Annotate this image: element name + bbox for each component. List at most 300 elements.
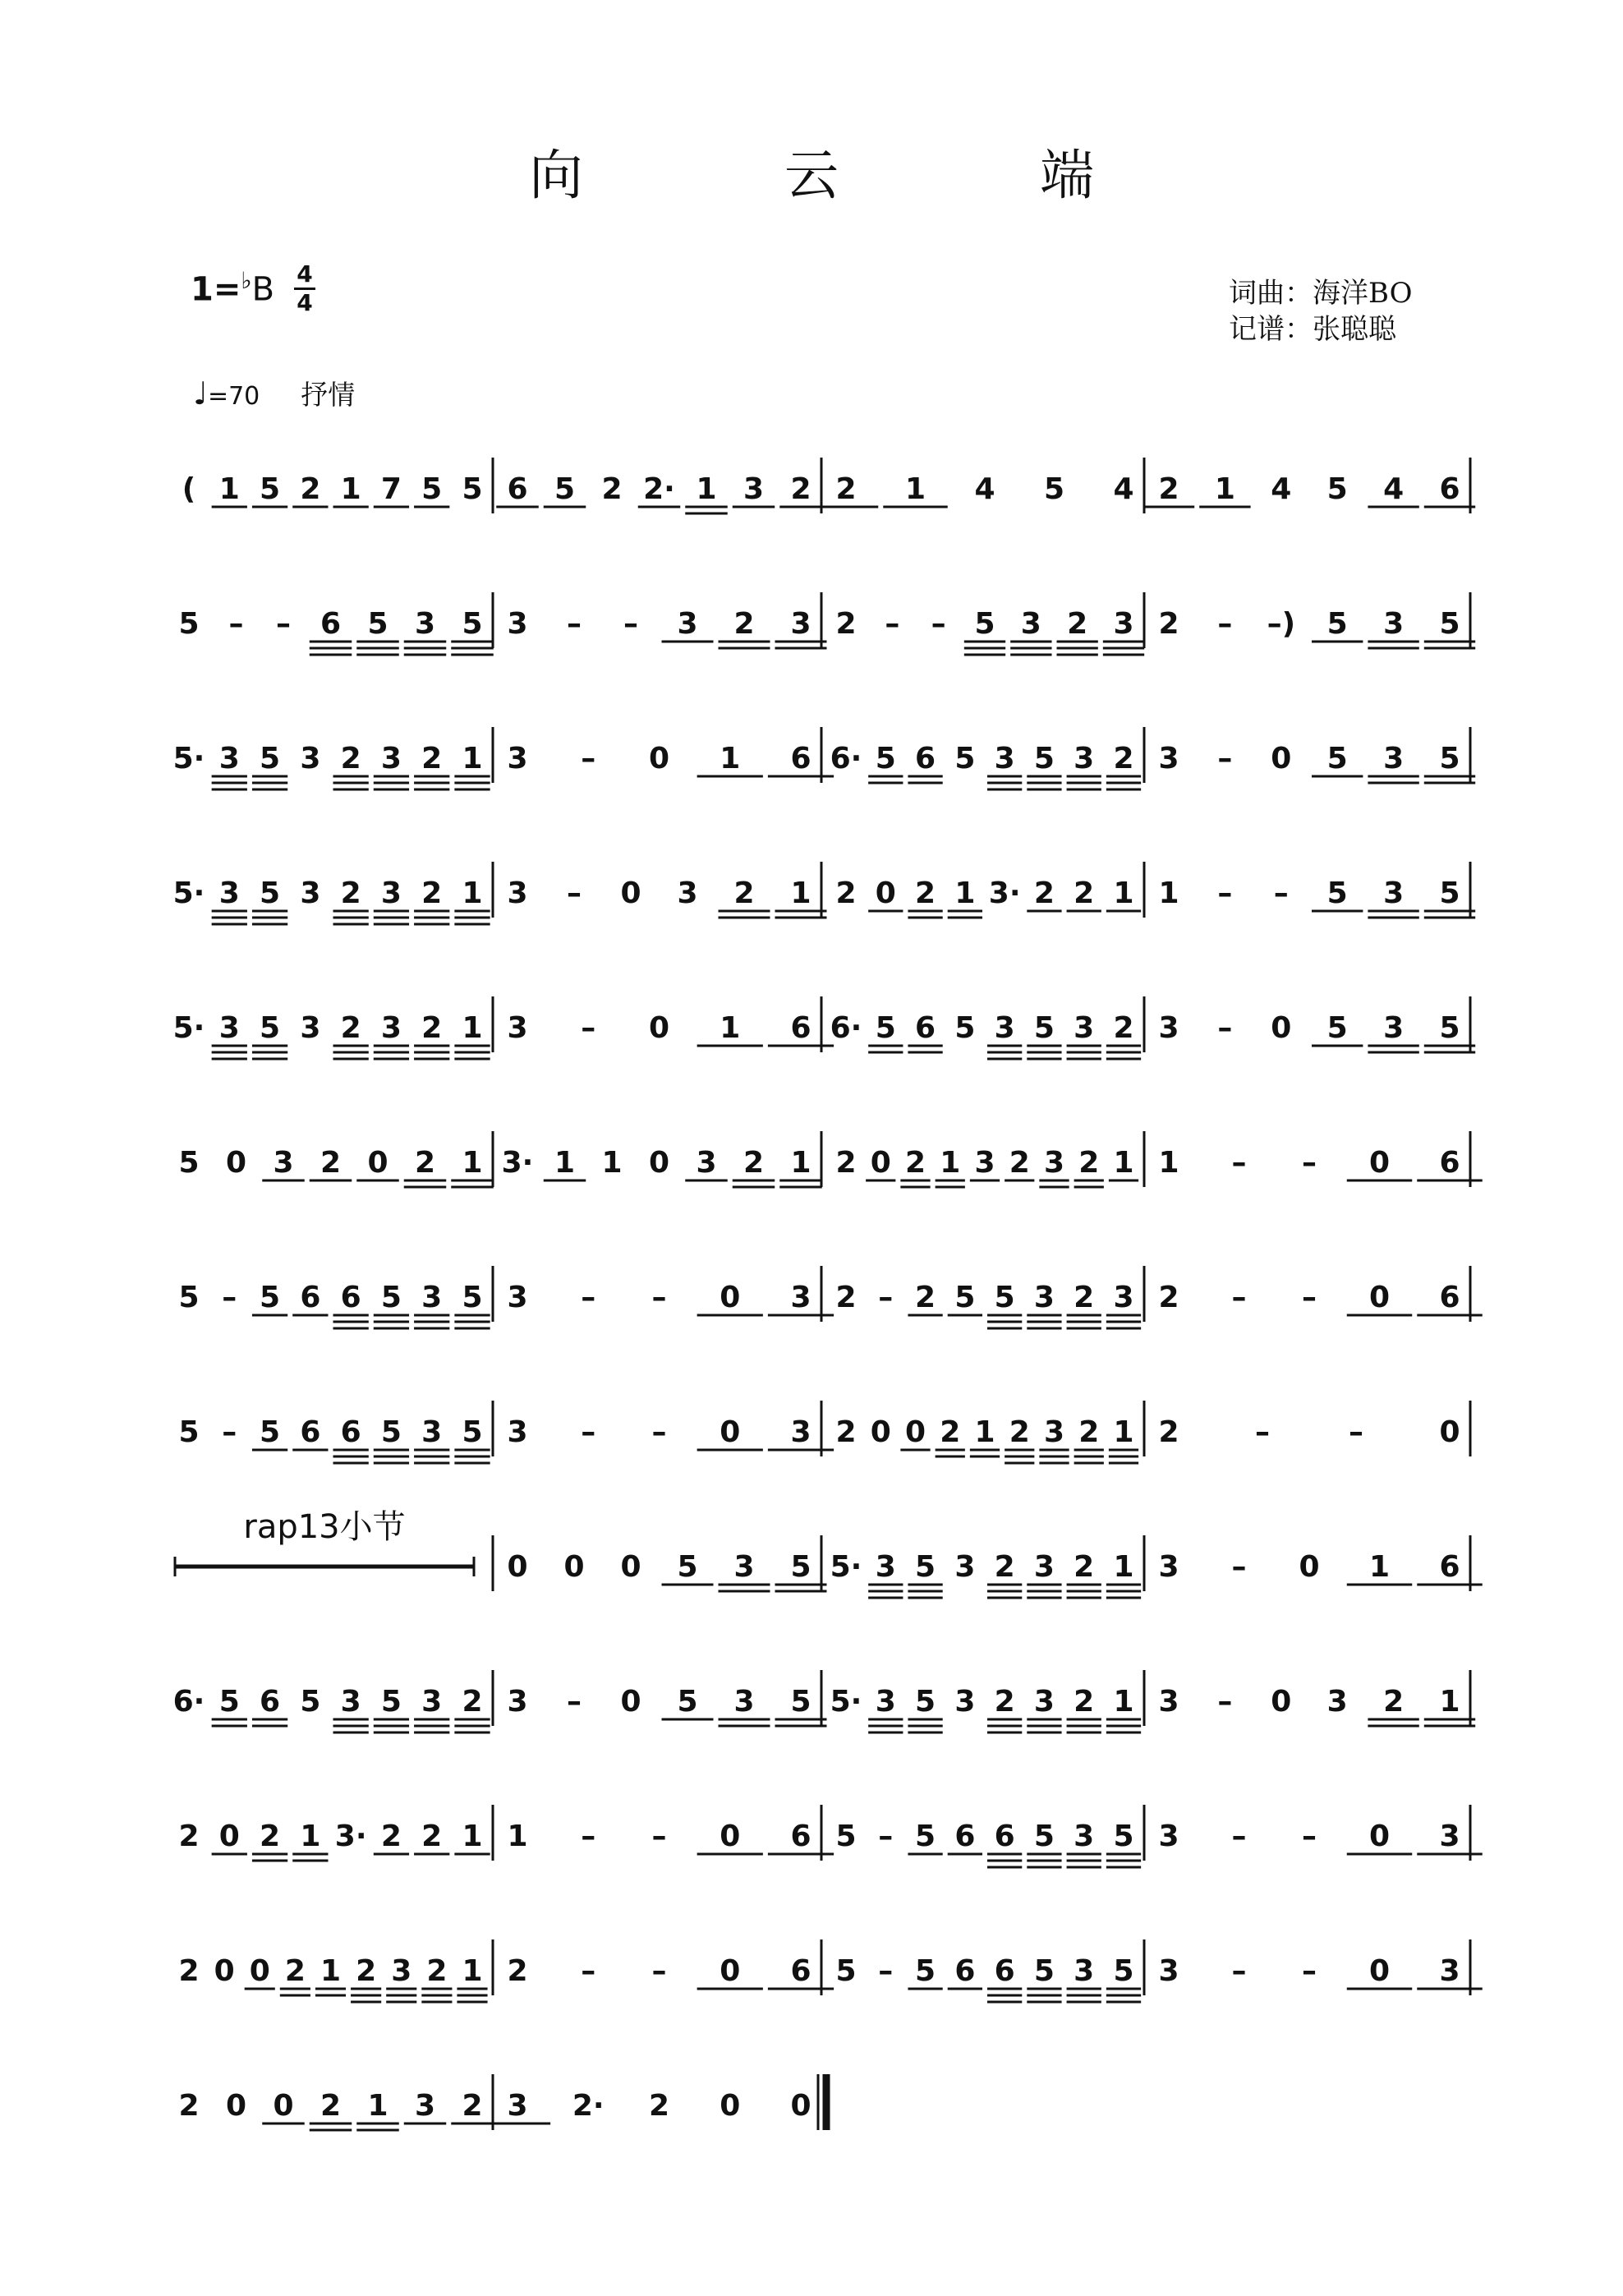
note-digit: – <box>1217 607 1233 641</box>
note-digit: 0 <box>648 1011 670 1045</box>
note-digit: 5 <box>260 1281 281 1314</box>
note-digit: 2 <box>1067 607 1088 641</box>
note-digit: 2· <box>572 2089 605 2123</box>
note-digit: 2 <box>1074 1281 1095 1314</box>
note-digit: 2 <box>790 472 812 506</box>
note-digit: 0 <box>1368 1954 1391 1988</box>
note-digit: 6 <box>300 1415 321 1449</box>
note-digit: 6 <box>1439 1550 1460 1584</box>
note-digit: 3 <box>507 877 528 910</box>
note-digit: 2 <box>1383 1685 1405 1719</box>
note-digit: 6 <box>300 1281 321 1314</box>
note-digit: – <box>567 1685 582 1719</box>
note-digit: 0 <box>218 1820 240 1853</box>
note-digit: 3 <box>1383 742 1405 775</box>
note-digit: 3 <box>954 1685 976 1719</box>
note-digit: 2 <box>178 1820 200 1853</box>
note-digit: 0 <box>563 1550 585 1584</box>
note-digit: 5· <box>172 1011 205 1045</box>
note-digit: 5 <box>1439 607 1460 641</box>
note-digit: 1 <box>320 1954 342 1988</box>
rap-label: rap13小节 <box>243 1508 406 1546</box>
time-signature-top: 4 <box>297 260 313 288</box>
note-digit: 3 <box>380 877 402 910</box>
note-digit: 3 <box>790 1415 812 1449</box>
note-digit: 3 <box>1383 607 1405 641</box>
note-digit: 5 <box>915 1820 936 1853</box>
note-digit: – <box>581 1415 596 1449</box>
note-digit: 1 <box>1439 1685 1460 1719</box>
note-digit: 3 <box>875 1550 896 1584</box>
note-digit: 1 <box>554 1146 576 1180</box>
note-digit: 5 <box>1113 1820 1134 1853</box>
note-digit: 0 <box>273 2089 294 2123</box>
note-digit: 6· <box>172 1685 205 1719</box>
note-digit: 3 <box>994 1011 1015 1045</box>
note-digit: 3 <box>1043 1415 1065 1449</box>
note-digit: 3 <box>954 1550 976 1584</box>
note-digit: 2 <box>260 1820 281 1853</box>
note-digit: 2 <box>601 472 623 506</box>
note-digit: 0 <box>1299 1550 1320 1584</box>
note-digit: 3 <box>1158 1954 1179 1988</box>
note-digit: 1 <box>790 1146 812 1180</box>
note-digit: 2 <box>940 1415 961 1449</box>
note-digit: – <box>1273 877 1289 910</box>
note-digit: – <box>276 607 291 641</box>
note-digit: 1 <box>300 1820 321 1853</box>
note-digit: 3 <box>421 1685 443 1719</box>
note-digit: 1 <box>462 1954 483 1988</box>
note-digit: 0 <box>648 742 670 775</box>
note-digit: 3 <box>300 1011 321 1045</box>
note-digit: 1 <box>696 472 717 506</box>
note-digit: 3 <box>507 742 528 775</box>
note-digit: 3 <box>733 1550 755 1584</box>
note-digit: 2 <box>1158 1415 1179 1449</box>
note-digit: – <box>623 607 638 641</box>
lyrics-music-credit: 词曲：海洋BO <box>1229 277 1413 310</box>
note-digit: 2 <box>1074 877 1095 910</box>
note-digit: 2 <box>1078 1146 1100 1180</box>
note-digit: 3 <box>1074 1011 1095 1045</box>
note-digit: 2 <box>340 877 361 910</box>
note-digit: – <box>931 607 946 641</box>
note-digit: – <box>1217 1685 1233 1719</box>
note-digit: 1 <box>462 1146 483 1180</box>
note-digit: 1 <box>1113 1146 1134 1180</box>
note-digit: 1 <box>1158 1146 1179 1180</box>
note-digit: 6 <box>994 1820 1015 1853</box>
note-digit: 3 <box>391 1954 412 1988</box>
note-digit: – <box>651 1954 667 1988</box>
note-digit: 1 <box>462 1011 483 1045</box>
note-digit: 5 <box>790 1550 812 1584</box>
note-digit: 3 <box>507 607 528 641</box>
note-digit: 3 <box>1158 1550 1179 1584</box>
note-digit: 5· <box>830 1685 862 1719</box>
note-digit: 0 <box>720 1415 741 1449</box>
note-digit: 2 <box>300 472 321 506</box>
note-digit: 6 <box>340 1281 361 1314</box>
note-digit: 2 <box>340 742 361 775</box>
key-note: B <box>251 270 275 309</box>
note-digit: 2 <box>507 1954 528 1988</box>
note-digit: 3 <box>380 1011 402 1045</box>
note-digit: 5 <box>1033 1011 1055 1045</box>
note-digit: 1 <box>974 1415 995 1449</box>
key-prefix: 1= <box>191 270 241 309</box>
note-digit: 5 <box>554 472 576 506</box>
note-digit: – <box>228 607 244 641</box>
note-digit: 3 <box>1383 877 1405 910</box>
note-digit: 5 <box>835 1820 857 1853</box>
note-digit: 2 <box>994 1685 1015 1719</box>
note-digit: 0 <box>620 877 641 910</box>
note-digit: 0 <box>720 1954 741 1988</box>
flat-sign: ♭ <box>241 267 252 294</box>
note-digit: 3 <box>1113 607 1134 641</box>
note-digit: 5 <box>677 1550 698 1584</box>
note-digit: – <box>1231 1550 1247 1584</box>
note-digit: 3 <box>1439 1954 1460 1988</box>
note-digit: 1 <box>1113 1685 1134 1719</box>
note-digit: 4 <box>1113 472 1134 506</box>
note-digit: 1 <box>1113 877 1134 910</box>
note-digit: 0 <box>720 2089 741 2123</box>
expression-mark: 抒情 <box>301 379 356 411</box>
note-digit: 3 <box>677 607 698 641</box>
note-digit: 2 <box>648 2089 670 2123</box>
note-digit: 3 <box>1074 1954 1095 1988</box>
note-digit: 2 <box>1158 607 1179 641</box>
note-digit: 1 <box>367 2089 389 2123</box>
note-digit: 3 <box>421 1415 443 1449</box>
note-digit: 0 <box>790 2089 812 2123</box>
note-digit: 3 <box>1043 1146 1065 1180</box>
note-digit: 3 <box>1033 1550 1055 1584</box>
note-digit: 1 <box>218 472 240 506</box>
note-digit: 0 <box>1439 1415 1460 1449</box>
note-digit: 2 <box>1158 1281 1179 1314</box>
note-digit: 5 <box>790 1685 812 1719</box>
note-digit: 5 <box>462 1415 483 1449</box>
note-digit: 2 <box>178 1954 200 1988</box>
note-digit: 2 <box>835 1146 857 1180</box>
note-digit: 5 <box>994 1281 1015 1314</box>
note-digit: 0 <box>875 877 896 910</box>
note-digit: 2 <box>835 1415 857 1449</box>
note-digit: 5 <box>1439 742 1460 775</box>
note-digit: 3 <box>677 877 698 910</box>
note-digit: 0 <box>620 1550 641 1584</box>
song-title: 向 云 端 <box>529 144 1186 207</box>
note-digit: 3 <box>1158 1685 1179 1719</box>
note-digit: 3 <box>273 1146 294 1180</box>
note-digit: 5 <box>421 472 443 506</box>
note-digit: 2 <box>380 1820 402 1853</box>
note-digit: 0 <box>1271 1685 1292 1719</box>
note-digit: 5 <box>1326 742 1348 775</box>
note-digit: 5 <box>1033 1954 1055 1988</box>
note-digit: 2 <box>1113 742 1134 775</box>
note-digit: 6 <box>1439 1146 1460 1180</box>
note-digit: 3 <box>790 1281 812 1314</box>
note-digit: 6 <box>994 1954 1015 1988</box>
note-digit: 2 <box>178 2089 200 2123</box>
note-digit: 3 <box>743 472 765 506</box>
note-digit: 5 <box>178 1415 200 1449</box>
note-digit: – <box>878 1281 894 1314</box>
note-digit: 5 <box>218 1685 240 1719</box>
note-digit: 5 <box>260 1011 281 1045</box>
note-digit: – <box>1217 1011 1233 1045</box>
note-digit: 4 <box>1271 472 1292 506</box>
note-digit: 1 <box>720 1011 741 1045</box>
note-digit: 0 <box>720 1281 741 1314</box>
note-digit: 2 <box>421 1011 443 1045</box>
note-digit: 5 <box>954 1281 976 1314</box>
note-digit: 3 <box>1113 1281 1134 1314</box>
note-digit: 6 <box>1439 1281 1460 1314</box>
note-digit: 1 <box>720 742 741 775</box>
note-digit: 5 <box>1326 472 1348 506</box>
note-digit: 3 <box>1033 1281 1055 1314</box>
note-digit: 3 <box>380 742 402 775</box>
note-digit: 1 <box>601 1146 623 1180</box>
note-digit: 3 <box>733 1685 755 1719</box>
note-digit: 5 <box>1043 472 1065 506</box>
note-digit: 5· <box>172 742 205 775</box>
note-digit: 3 <box>1074 1820 1095 1853</box>
note-digit: 5 <box>178 1281 200 1314</box>
note-digit: 3 <box>414 2089 436 2123</box>
note-digit: 2 <box>835 1281 857 1314</box>
note-digit: – <box>878 1954 894 1988</box>
note-digit: 3 <box>1074 742 1095 775</box>
note-digit: 2 <box>1158 472 1179 506</box>
note-digit: 5 <box>915 1550 936 1584</box>
quarter-note-icon: ♩ <box>193 375 208 412</box>
time-signature-bottom: 4 <box>297 289 313 316</box>
note-digit: 3 <box>974 1146 995 1180</box>
note-digit: – <box>1231 1820 1247 1853</box>
note-digit: – <box>1217 742 1233 775</box>
note-digit: 5· <box>172 877 205 910</box>
note-digit: 1 <box>790 877 812 910</box>
note-digit: ( <box>182 472 196 506</box>
note-digit: 5 <box>178 1146 200 1180</box>
note-digit: 3 <box>1439 1820 1460 1853</box>
note-digit: 5 <box>300 1685 321 1719</box>
note-digit: 2 <box>1078 1415 1100 1449</box>
note-digit: –) <box>1267 607 1296 641</box>
note-digit: 2 <box>414 1146 436 1180</box>
note-digit: 2 <box>421 742 443 775</box>
note-digit: 6 <box>1439 472 1460 506</box>
note-digit: 0 <box>870 1146 891 1180</box>
note-digit: 5 <box>915 1954 936 1988</box>
note-digit: 0 <box>1271 742 1292 775</box>
note-digit: 3 <box>507 1685 528 1719</box>
note-digit: 5 <box>875 1011 896 1045</box>
note-digit: 2 <box>1074 1685 1095 1719</box>
note-digit: 6 <box>260 1685 281 1719</box>
note-digit: 3 <box>1158 742 1179 775</box>
note-digit: 1 <box>1113 1550 1134 1584</box>
note-digit: 6 <box>954 1954 976 1988</box>
note-digit: 3· <box>501 1146 534 1180</box>
note-digit: 5 <box>875 742 896 775</box>
note-digit: 2 <box>356 1954 377 1988</box>
note-digit: 0 <box>870 1415 891 1449</box>
note-digit: 3 <box>414 607 436 641</box>
note-digit: 2 <box>915 1281 936 1314</box>
note-digit: – <box>651 1820 667 1853</box>
note-digit: 3 <box>790 607 812 641</box>
note-digit: 3 <box>1326 1685 1348 1719</box>
note-digit: 5 <box>260 472 281 506</box>
note-digit: 3 <box>507 1011 528 1045</box>
note-digit: 3 <box>994 742 1015 775</box>
note-digit: – <box>1231 1954 1247 1988</box>
note-digit: 5 <box>462 607 483 641</box>
note-digit: 2 <box>462 2089 483 2123</box>
note-digit: – <box>581 742 596 775</box>
note-digit: 2 <box>426 1954 448 1988</box>
note-digit: 0 <box>507 1550 528 1584</box>
note-digit: 0 <box>214 1954 235 1988</box>
note-digit: 0 <box>648 1146 670 1180</box>
note-digit: 2 <box>421 877 443 910</box>
note-digit: – <box>651 1281 667 1314</box>
note-digit: 5 <box>1326 1011 1348 1045</box>
note-digit: 0 <box>1368 1281 1391 1314</box>
note-digit: 3 <box>218 742 240 775</box>
note-digit: 6 <box>790 1011 812 1045</box>
note-digit: 5 <box>974 607 995 641</box>
note-digit: 2 <box>733 607 755 641</box>
note-digit: – <box>1231 1146 1247 1180</box>
note-digit: 4 <box>974 472 995 506</box>
note-digit: 3 <box>507 1281 528 1314</box>
note-digit: 6 <box>915 742 936 775</box>
note-digit: 2 <box>1009 1146 1030 1180</box>
note-digit: 5 <box>367 607 389 641</box>
note-digit: 0 <box>249 1954 270 1988</box>
note-digit: 5 <box>260 742 281 775</box>
note-digit: 1 <box>954 877 976 910</box>
note-digit: 1 <box>1158 877 1179 910</box>
note-digit: – <box>1302 1281 1317 1314</box>
note-digit: 5 <box>1439 1011 1460 1045</box>
note-digit: 2 <box>1074 1550 1095 1584</box>
note-digit: 3 <box>421 1281 443 1314</box>
note-digit: 1 <box>340 472 361 506</box>
note-digit: 2 <box>1113 1011 1134 1045</box>
note-digit: – <box>581 1954 596 1988</box>
note-digit: – <box>1302 1146 1317 1180</box>
note-digit: 2 <box>835 607 857 641</box>
note-digit: 5 <box>1326 877 1348 910</box>
note-digit: 3· <box>988 877 1021 910</box>
note-digit: 0 <box>720 1820 741 1853</box>
note-digit: 3 <box>300 742 321 775</box>
note-digit: – <box>567 877 582 910</box>
note-digit: – <box>581 1011 596 1045</box>
note-digit: 3 <box>875 1685 896 1719</box>
note-digit: – <box>878 1820 894 1853</box>
note-digit: 2 <box>743 1146 765 1180</box>
note-digit: 4 <box>1383 472 1405 506</box>
note-digit: 2 <box>915 877 936 910</box>
note-digit: – <box>222 1281 237 1314</box>
note-digit: 0 <box>620 1685 641 1719</box>
note-digit: 0 <box>1271 1011 1292 1045</box>
note-digit: 5 <box>260 1415 281 1449</box>
note-digit: 6 <box>507 472 528 506</box>
note-digit: 2 <box>835 472 857 506</box>
note-digit: 2 <box>340 1011 361 1045</box>
note-digit: – <box>581 1820 596 1853</box>
note-digit: 2 <box>904 1146 926 1180</box>
note-digit: 2· <box>643 472 675 506</box>
note-digit: 5 <box>260 877 281 910</box>
note-digit: – <box>885 607 900 641</box>
note-digit: 5 <box>1033 1820 1055 1853</box>
note-digit: 3 <box>507 1415 528 1449</box>
note-digit: 2 <box>320 1146 342 1180</box>
note-digit: 6 <box>790 742 812 775</box>
note-digit: – <box>581 1281 596 1314</box>
note-digit: 2 <box>284 1954 306 1988</box>
note-digit: 5 <box>178 607 200 641</box>
note-digit: 0 <box>904 1415 926 1449</box>
note-digit: 0 <box>1368 1146 1391 1180</box>
note-digit: 1 <box>1113 1415 1134 1449</box>
note-digit: 3 <box>300 877 321 910</box>
note-digit: 1 <box>462 1820 483 1853</box>
note-digit: – <box>1302 1954 1317 1988</box>
note-digit: 6 <box>340 1415 361 1449</box>
note-digit: 3 <box>218 1011 240 1045</box>
note-digit: 6· <box>830 1011 862 1045</box>
note-digit: 3· <box>334 1820 367 1853</box>
note-digit: 5 <box>954 742 976 775</box>
note-digit: 3 <box>507 2089 528 2123</box>
note-digit: – <box>567 607 582 641</box>
note-digit: 7 <box>380 472 402 506</box>
note-digit: 1 <box>904 472 926 506</box>
note-digit: 1 <box>940 1146 961 1180</box>
note-digit: 2 <box>994 1550 1015 1584</box>
note-digit: 1 <box>462 877 483 910</box>
note-digit: 3 <box>340 1685 361 1719</box>
note-digit: – <box>1302 1820 1317 1853</box>
transcriber-credit: 记谱：张聪聪 <box>1229 313 1396 346</box>
note-digit: 2 <box>1009 1415 1030 1449</box>
note-digit: 0 <box>1368 1820 1391 1853</box>
note-digit: 3 <box>1020 607 1041 641</box>
note-digit: 6 <box>915 1011 936 1045</box>
note-digit: 5 <box>677 1685 698 1719</box>
note-digit: 3 <box>1383 1011 1405 1045</box>
note-digit: 3 <box>1158 1011 1179 1045</box>
note-digit: 2 <box>733 877 755 910</box>
note-digit: – <box>1217 877 1233 910</box>
note-digit: 2 <box>835 877 857 910</box>
note-digit: 3 <box>1158 1820 1179 1853</box>
